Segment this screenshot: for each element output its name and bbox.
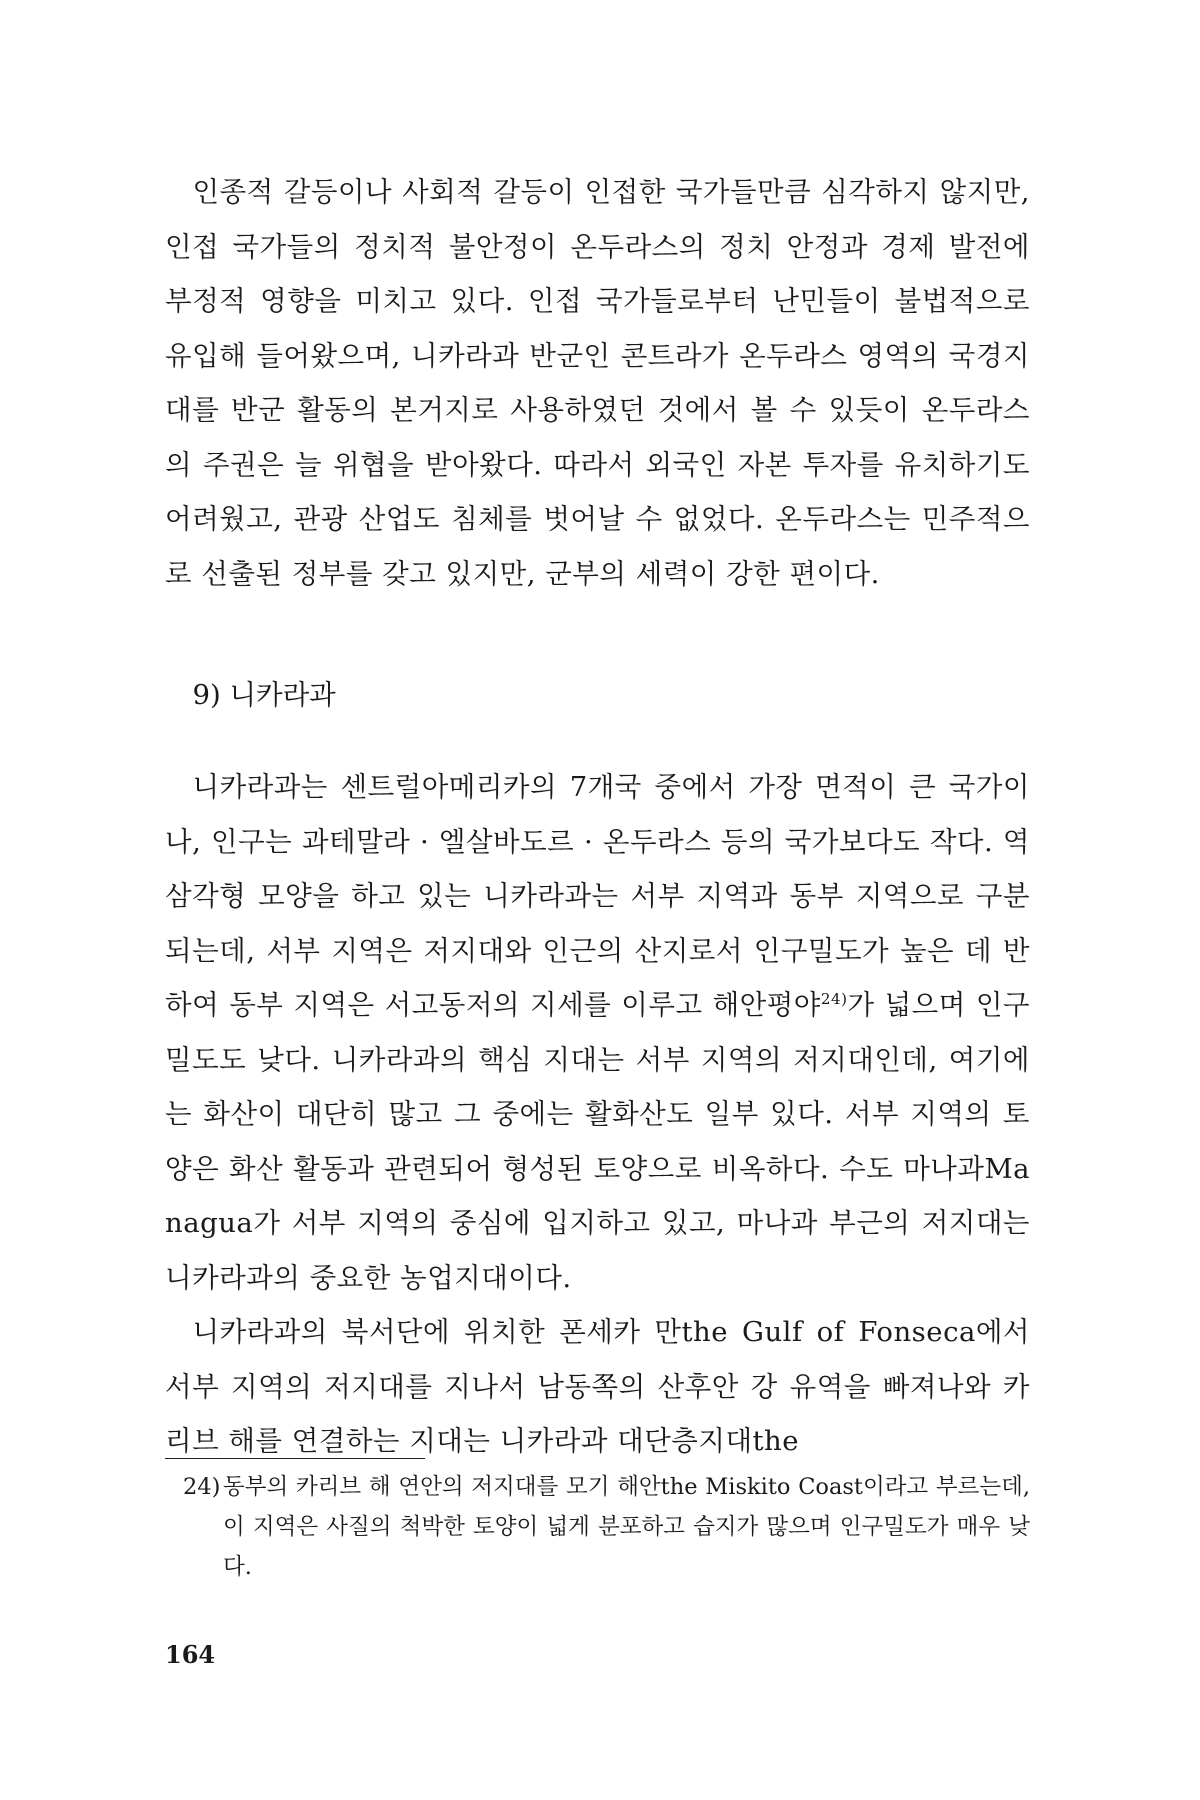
footnote-number: 24) xyxy=(183,1474,221,1500)
paragraph-honduras: 인종적 갈등이나 사회적 갈등이 인접한 국가들만큼 심각하지 않지만, 인접 국가들의 정치적 불안정이 온두라스의 정치 안정과 경제 발전에 부정적 영향을 미치고 있다. 인접 국가들로부터 난민들이 불법적으로 유입해 들어왔으며, 니카라과 반군인 콘트라가 온두라스 영역의 국경지대를 반군 활동의 본거지로 사용하였던 것에서 볼 수 있듯이 온두라스의 주권은 늘 위협을 받아왔다. 따라서 외국인 자본 투자를 유치하기도 어려웠고, 관광 산업도 침체를 벗어날 수 없었다. 온두라스는 민주적으로 선출된 정부를 갖고 있지만, 군부의 세력이 강한 편이다. xyxy=(165,176,1030,590)
section-heading-nicaragua: 9) 니카라과 xyxy=(192,679,336,711)
footnote-reference[interactable]: 24) xyxy=(820,989,848,1008)
paragraph-nicaragua-1-part-b: 가 넓으며 인구밀도도 낮다. 니카라과의 핵심 지대는 서부 지역의 저지대인데, 여기에는 화산이 대단히 많고 그 중에는 활화산도 일부 있다. 서부 지역의 토양은 화산 활동과 관련되어 형성된 토양으로 비옥하다. 수도 마나과Managua가 서부 지역의 중심에 입지하고 있고, 마나과 부근의 저지대는 니카라과의 중요한 농업지대이다. xyxy=(165,989,1030,1294)
paragraph-nicaragua-1 xyxy=(165,760,1030,1305)
paragraph-nicaragua-2: 니카라과의 북서단에 위치한 폰세카 만the Gulf of Fonseca에서 서부 지역의 저지대를 지나서 남동쪽의 산후안 강 유역을 빠져나와 카리브 해를 연결하는 지대는 니카라과 대단층지대the xyxy=(165,1316,1030,1457)
section-nicaragua-text xyxy=(165,760,1030,1469)
footnote-divider xyxy=(165,1458,425,1459)
footnote-text: 동부의 카리브 해 연안의 저지대를 모기 해안the Miskito Coast이라고 부르는데, 이 지역은 사질의 척박한 토양이 넓게 분포하고 습지가 많으며 인구밀도가 매우 낮다. xyxy=(223,1474,1030,1580)
section-honduras-text xyxy=(165,165,1030,601)
page-number: 164 xyxy=(165,1640,216,1669)
paragraph-nicaragua-1-part-a: 니카라과는 센트럴아메리카의 7개국 중에서 가장 면적이 큰 국가이나, 인구는 과테말라 · 엘살바도르 · 온두라스 등의 국가보다도 작다. 역삼각형 모양을 하고 있는 니카라과는 서부 지역과 동부 지역으로 구분되는데, 서부 지역은 저지대와 인근의 산지로서 인구밀도가 높은 데 반하여 동부 지역은 서고동저의 지세를 이루고 해안평야 xyxy=(165,771,1030,1021)
footnote xyxy=(165,1467,1030,1587)
